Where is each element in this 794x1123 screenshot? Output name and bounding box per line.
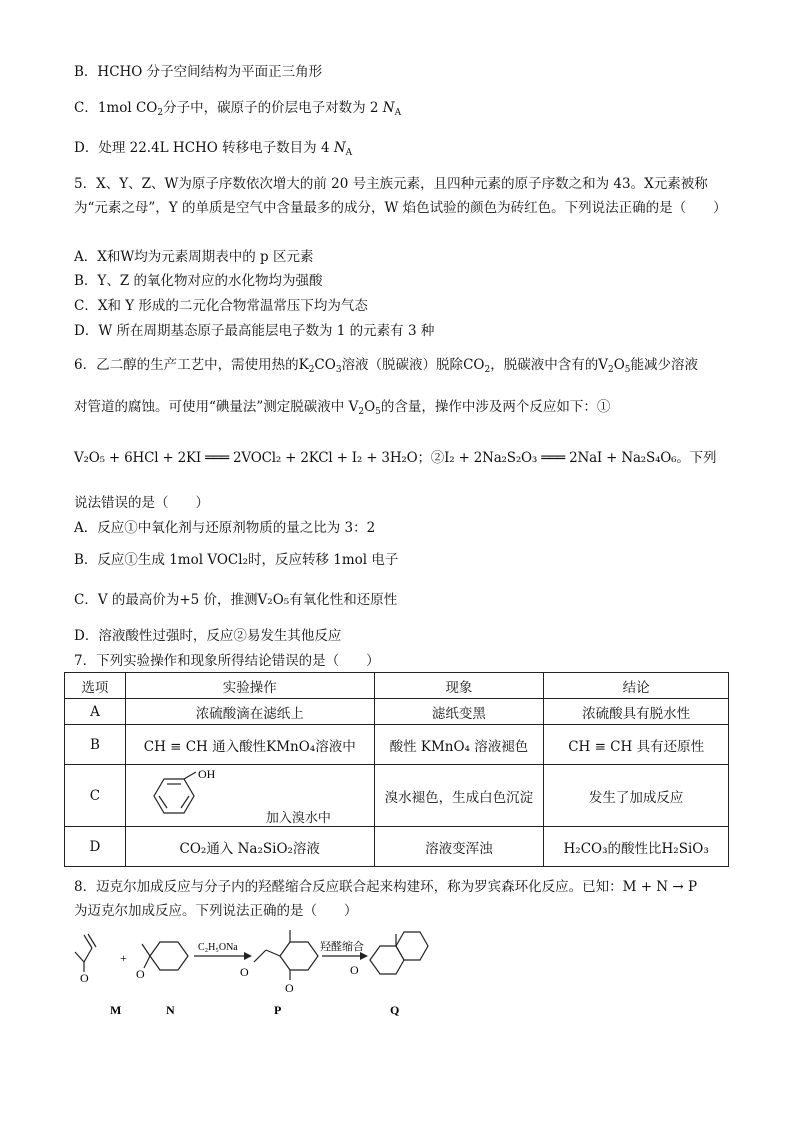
- text: 能减少溶液: [630, 357, 698, 373]
- label-m: M: [110, 1003, 122, 1017]
- cell: CH ≡ CH 具有还原性: [544, 725, 729, 765]
- experiment-table: [64, 672, 729, 867]
- cell: 浓硫酸滴在滤纸上: [125, 699, 374, 725]
- oh-label: OH: [197, 769, 216, 781]
- cell: 酸性 KMnO₄ 溶液褪色: [374, 725, 544, 765]
- q7-stem: 7．下列实验操作和现象所得结论错误的是（ ）: [74, 653, 380, 669]
- na-symbol: N: [333, 140, 346, 156]
- cell: [125, 765, 374, 827]
- oxygen-label: O: [350, 963, 359, 977]
- cell: 浓硫酸具有脱水性: [544, 699, 729, 725]
- q6-equation: V₂O₅ + 6HCl + 2KI ═══ 2VOCl₂ + 2KCl + I₂ + 3H₂O；②I₂ + 2Na₂S₂O₃ ═══ 2NaI + Na₂S₄O₆。下列: [74, 450, 717, 466]
- reagent-label: C₂H₅ONa: [198, 942, 238, 953]
- sub: A: [394, 108, 402, 118]
- cell: 溴水褪色，生成白色沉淀: [374, 765, 544, 827]
- table-row: [65, 699, 729, 725]
- cell: B: [65, 725, 126, 765]
- option-b-top: B．HCHO 分子空间结构为平面正三角形: [74, 64, 323, 80]
- molecule-n: [142, 942, 188, 970]
- q6-line1: 6．乙二醇的生产工艺中，需使用热的$K_2CO_3$溶液（脱碳液）脱除$CO_2$，脱碳液中含有的$V_2O_5$能减少溶液: [74, 357, 698, 375]
- cell: D: [65, 827, 126, 867]
- text: 的含量，操作中涉及两个反应如下：①: [380, 399, 611, 415]
- molecule-p: [254, 930, 318, 980]
- table-header-row: [65, 673, 729, 699]
- table-row: [65, 725, 729, 765]
- text: O: [364, 399, 376, 415]
- cell: 滤纸变黑: [374, 699, 544, 725]
- header-cell: 结论: [544, 673, 729, 699]
- text: 对管道的腐蚀。可使用“碘量法”测定脱碳液中 V: [74, 399, 359, 415]
- header-cell: 选项: [65, 673, 126, 699]
- robinson-reaction-scheme: [70, 930, 450, 1020]
- molecule-q: [370, 932, 428, 974]
- q5-option-a: A．X和W均为元素周期表中的 p 区元素: [74, 249, 314, 265]
- cell: A: [65, 699, 126, 725]
- oxygen-label: O: [240, 965, 249, 979]
- cell: C: [65, 765, 126, 827]
- q5-option-d: D．W 所在周期基态原子最高能层电子数为 1 的元素有 3 种: [74, 323, 435, 339]
- q6-option-c: C．V 的最高价为+5 价，推测V₂O₅有氧化性和还原性: [74, 592, 398, 608]
- q6-line4: 说法错误的是（ ）: [74, 495, 209, 511]
- cell: CO₂通入 Na₂SiO₂溶液: [125, 827, 374, 867]
- q8-stem: 8．迈克尔加成反应与分子内的羟醛缩合反应联合起来构建环，称为罗宾森环化反应。已知：M + N → P: [74, 879, 698, 895]
- label-p: P: [274, 1003, 282, 1017]
- phenol-structure: [134, 770, 254, 822]
- label-n: N: [166, 1003, 175, 1017]
- q5-option-c: C．X和 Y 形成的二元化合物常温常压下均为气态: [74, 298, 368, 314]
- oxygen-label: O: [136, 967, 145, 981]
- text: 溶液（脱碳液）脱除: [341, 357, 464, 373]
- q5-stem: 5．X、Y、Z、W为原子序数依次增大的前 20 号主族元素，且四种元素的原子序数之和为 43。X元素被称为“元素之母”，Y 的单质是空气中含量最多的成分，W 焰色试验的颜色为砖红色。下列说法正确的是（ ）: [74, 176, 727, 216]
- sub: 2: [157, 108, 164, 118]
- text: 6．乙二醇的生产工艺中，需使用热的: [74, 357, 299, 373]
- q6-option-b: B．反应①生成 1mol VOCl₂时，反应转移 1mol 电子: [74, 552, 399, 568]
- q6-option-d: D．溶液酸性过强时，反应②易发生其他反应: [74, 628, 342, 644]
- cell: H₂CO₃的酸性比H₂SiO₃: [544, 827, 729, 867]
- table-row: [65, 827, 729, 867]
- reagent-label: 羟醛缩合: [320, 941, 364, 953]
- header-cell: 现象: [374, 673, 544, 699]
- q8-stem2: 为迈克尔加成反应。下列说法正确的是（ ）: [74, 903, 358, 919]
- arrow-head: [244, 952, 252, 960]
- na-symbol: N: [382, 100, 395, 116]
- cell: CH ≡ CH 通入酸性KMnO₄溶液中: [125, 725, 374, 765]
- text: C．1mol CO: [74, 100, 158, 116]
- text: 分子中，碳原子的价层电子对数为 2: [163, 100, 379, 116]
- option-d-top: [74, 139, 352, 157]
- sub: A: [345, 148, 353, 158]
- oxygen-label: O: [285, 981, 294, 995]
- q6-option-a: A．反应①中氧化剂与还原剂物质的量之比为 3：2: [74, 520, 376, 536]
- text: D．处理 22.4L HCHO 转移电子数目为 4: [74, 140, 330, 156]
- molecule-m: [75, 934, 96, 972]
- table-row: [65, 765, 729, 827]
- q5-option-b: B．Y、Z 的氧化物对应的水化物均为强酸: [74, 273, 323, 289]
- add-bromine-text: 加入溴水中: [265, 811, 331, 826]
- label-q: Q: [390, 1003, 400, 1017]
- header-cell: 实验操作: [125, 673, 374, 699]
- cell: 发生了加成反应: [544, 765, 729, 827]
- arrow-head: [360, 952, 368, 960]
- text: ，脱碳液中含有的: [490, 357, 599, 373]
- oxygen-label: O: [80, 971, 89, 985]
- option-c-top: [74, 99, 401, 117]
- cell: 溶液变浑浊: [374, 827, 544, 867]
- plus-sign: +: [120, 951, 127, 965]
- q6-line2: 对管道的腐蚀。可使用“碘量法”测定脱碳液中 $V_2O_5$的含量，操作中涉及两个反应如下：①: [74, 399, 611, 417]
